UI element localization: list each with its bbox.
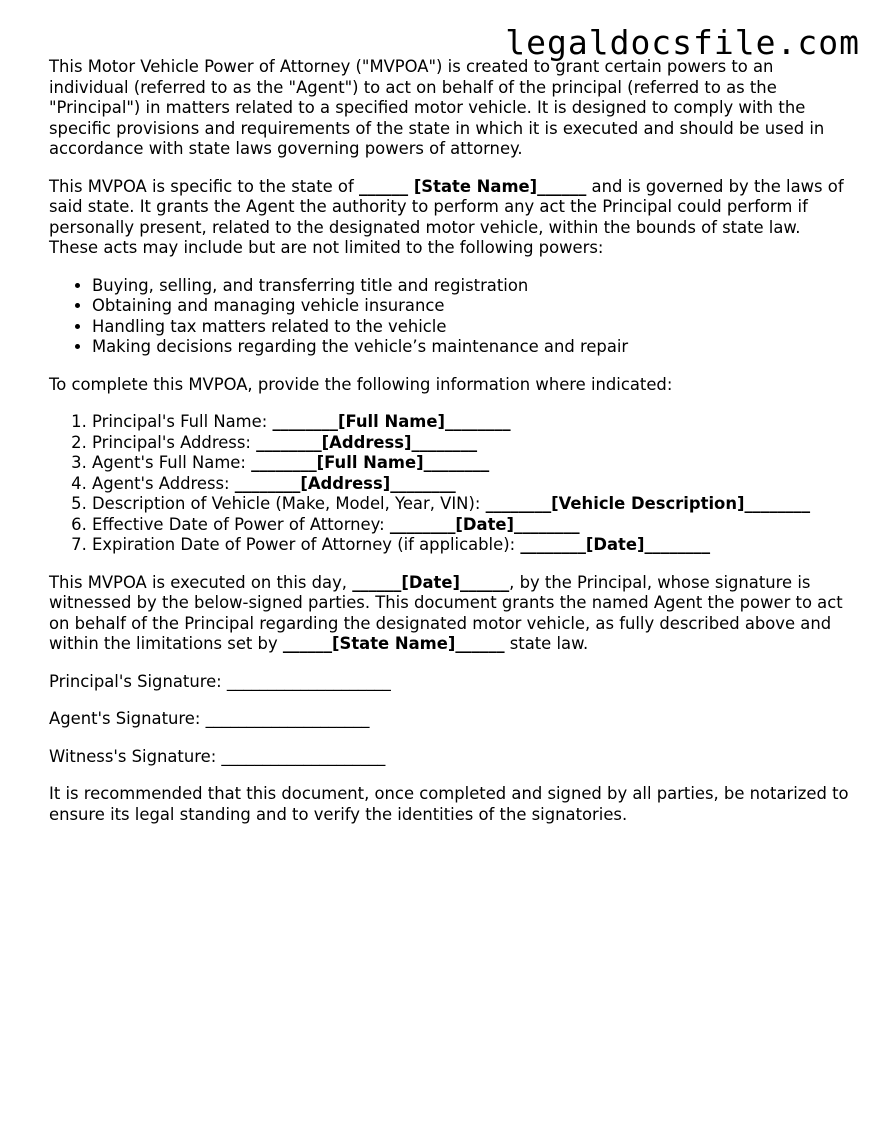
field-label: Expiration Date of Power of Attorney (if applicable): — [92, 535, 521, 554]
field-label: Agent's Full Name: — [92, 453, 252, 472]
execution-text: This MVPOA is executed on this day, — [49, 572, 353, 592]
field-blank: ________[Date]________ — [520, 535, 711, 554]
execution-state-blank: ______[State Name]______ — [282, 634, 505, 653]
field-expiration-date — [92, 535, 849, 556]
execution-text: state law. — [504, 634, 589, 653]
field-label: Description of Vehicle (Make, Model, Year, VIN): — [92, 494, 486, 513]
field-label: Principal's Address: — [92, 432, 257, 452]
field-label: Effective Date of Power of Attorney: — [92, 514, 390, 534]
fields-list — [49, 412, 849, 556]
field-agent-address — [92, 474, 849, 495]
execution-text: , by the Principal, whose signature is witnessed by the below-signed parties. This document grants the named Agent the power to act on behalf of the Principal regarding the designated motor vehicle, as fully described above and within the limitations set by — [49, 572, 843, 653]
state-paragraph-text: and is governed by the laws of said state. It grants the Agent the authority to perform any act the Principal could perform if personally present, related to the designated motor vehicle, within the bounds of state law. These acts may include but are not limited to the following powers: — [49, 176, 844, 257]
field-blank: ________[Address]________ — [256, 432, 478, 452]
field-principal-address — [92, 433, 849, 454]
document-body — [49, 57, 849, 842]
field-agent-name — [92, 453, 849, 474]
list-item: • Handling tax matters related to the vehicle — [92, 317, 849, 338]
field-label: Principal's Full Name: — [92, 412, 273, 431]
field-blank: ________[Full Name]________ — [272, 412, 511, 431]
state-paragraph-text: This MVPOA is specific to the state of — [49, 176, 359, 196]
watermark-logo: legaldocsfile.com — [505, 23, 860, 62]
agent-signature-line: Agent's Signature: ____________________ — [49, 709, 370, 728]
witness-signature-line: Witness's Signature: ____________________ — [49, 746, 386, 766]
field-effective-date — [92, 515, 849, 536]
list-item: • Obtaining and managing vehicle insurance — [92, 296, 849, 317]
field-blank: ________[Full Name]________ — [251, 453, 490, 472]
closing-paragraph: It is recommended that this document, once completed and signed by all parties, be notarized to ensure its legal standing and to verify the identities of the signatories. — [49, 784, 849, 824]
execution-date-blank: ______[Date]______ — [352, 572, 510, 592]
intro-paragraph: This Motor Vehicle Power of Attorney ("MVPOA") is created to grant certain powers to an individual (referred to as the "Agent") to act on behalf of the principal (referred to as the "Principal") in matters related to a specified motor vehicle. It is designed to comply with the specific provisions and requirements of the state in which it is executed and should be used in accordance with state laws governing powers of attorney. — [49, 57, 825, 158]
principal-signature-line: Principal's Signature: ____________________ — [49, 671, 391, 691]
field-principal-name — [92, 412, 849, 433]
field-vehicle-description — [92, 494, 849, 515]
instructions-paragraph: To complete this MVPOA, provide the following information where indicated: — [49, 374, 673, 394]
field-blank: ________[Address]________ — [234, 473, 456, 493]
execution-paragraph — [49, 573, 849, 655]
list-item: • Making decisions regarding the vehicle’s maintenance and repair — [92, 337, 849, 358]
powers-list — [49, 276, 849, 358]
field-blank: ________[Date]________ — [389, 514, 580, 534]
state-paragraph — [49, 177, 849, 259]
field-label: Agent's Address: — [92, 473, 235, 493]
field-blank: ________[Vehicle Description]________ — [485, 494, 811, 513]
state-name-blank: ______ [State Name]______ — [358, 176, 587, 196]
list-item: • Buying, selling, and transferring title and registration — [92, 276, 849, 297]
